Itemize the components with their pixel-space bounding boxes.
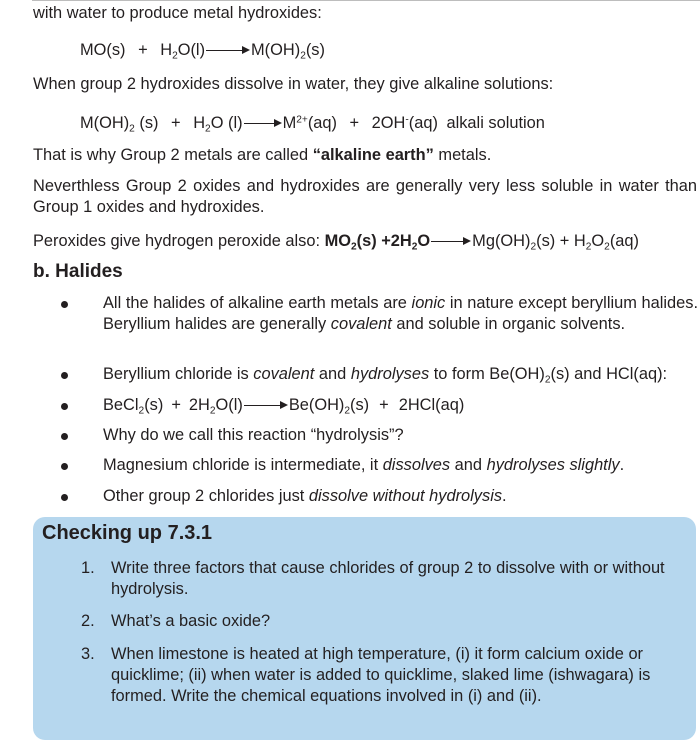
question-text: What’s a basic oxide?	[111, 612, 271, 630]
question-number: 3.	[81, 645, 95, 663]
intro-line: with water to produce metal hydroxides:	[33, 4, 322, 22]
eq2-hydroxide-ion: 2OH-(aq)	[371, 114, 438, 132]
bullet-icon	[61, 301, 68, 308]
peroxide-line: Peroxides give hydrogen peroxide also: $MO_2(s) +2H_2O$ $Mg(OH)_2(s) + H_2O_2(aq)$	[33, 232, 639, 253]
list-item: Why do we call this reaction “hydrolysis”?	[80, 425, 698, 446]
peroxide-reactants: $MO_2(s) +2H_2O$	[324, 232, 431, 253]
list-item: Beryllium chloride is covalent and hydrolyses to form $Be(OH)_2(s)$ and HCl(aq):	[80, 364, 698, 385]
equation-hydroxide-dissolve	[80, 113, 545, 134]
equation-becl2-hydrolysis: BeCl$_2$(s) + $2H_2O(l) Be(OH)_2(s) + 2HCl(aq)$	[103, 396, 465, 417]
eq2-note: alkali solution	[446, 114, 545, 132]
question-text: When limestone is heated at high temperature, (i) it form calcium oxide or quicklime; (ii) when water is added to quicklime, slaked lime (ishwagara) is formed. Write the chemical equations involved in (i) and (ii).	[111, 645, 651, 705]
bullet-icon	[61, 433, 68, 440]
top-rule	[32, 0, 700, 1]
eq2-water: $H_2O$ (l)	[193, 114, 243, 135]
eq1-reactant-water: $H_2O(l)$	[160, 41, 206, 62]
eq1-plus: +	[138, 41, 148, 59]
reaction-arrow-icon	[206, 46, 250, 56]
para-solubility: Neverthless Group 2 oxides and hydroxides are generally very less soluble in water than Group 1 oxides and hydroxides.	[33, 177, 697, 216]
question-text: Write three factors that cause chlorides of group 2 to dissolve with or without hydrolysis.	[111, 559, 665, 598]
eq2-plus: +	[349, 114, 360, 132]
list-item: Magnesium chloride is intermediate, it dissolves and hydrolyses slightly.	[80, 455, 698, 476]
list-item: Other group 2 chlorides just dissolve without hydrolysis.	[80, 486, 698, 507]
bullet-icon	[61, 463, 68, 470]
bullet-icon	[61, 372, 68, 379]
para-alkaline-solutions: When group 2 hydroxides dissolve in water, they give alkaline solutions:	[33, 75, 554, 93]
equation-oxide-water	[80, 40, 325, 61]
question-item	[81, 558, 681, 600]
section-heading-halides: b. Halides	[33, 261, 123, 282]
question-number: 2.	[81, 612, 95, 630]
para-alkaline-earth: That is why Group 2 metals are called “alkaline earth” metals.	[33, 146, 492, 164]
bullet-icon	[61, 403, 68, 410]
eq2-hydroxide: $M(OH)_2$ (s)	[80, 114, 159, 135]
reaction-arrow-icon	[431, 237, 471, 247]
term-alkaline-earth: “alkaline earth”	[312, 146, 434, 164]
checking-up-title: Checking up 7.3.1	[42, 522, 213, 544]
bullet-icon	[61, 494, 68, 501]
list-item: All the halides of alkaline earth metals are ionic in nature except beryllium halides. Beryllium halides are generally covalent and soluble in organic solvents.	[80, 293, 698, 335]
question-number: 1.	[81, 559, 95, 577]
eq1-reactant-oxide: MO(s)	[80, 41, 126, 59]
eq1-product: $M(OH)_2(s)$	[251, 41, 325, 62]
eq2-plus: +	[171, 114, 181, 132]
peroxide-products: $Mg(OH)_2(s) + H_2O_2(aq)$	[472, 232, 639, 253]
eq2-metal-ion: $M^{2+}(aq)$	[282, 114, 337, 132]
reaction-arrow-icon	[244, 401, 288, 411]
question-item	[81, 644, 681, 707]
reaction-arrow-icon	[244, 119, 282, 129]
question-item	[81, 611, 681, 632]
list-item	[80, 395, 698, 416]
